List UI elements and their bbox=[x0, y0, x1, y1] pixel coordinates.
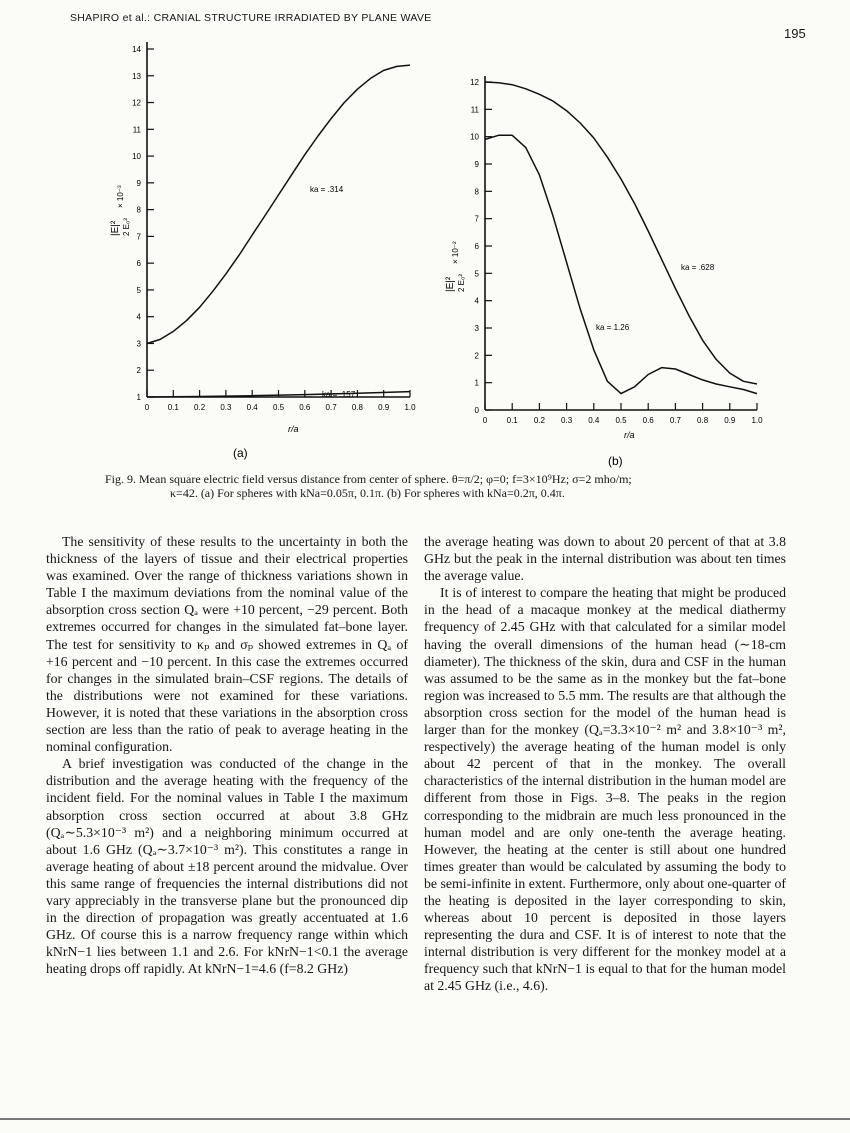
panel-a-x-tick-label: 0.6 bbox=[299, 403, 311, 412]
left-column bbox=[46, 533, 408, 977]
panel-b-x-tick-label: 0.1 bbox=[506, 416, 518, 425]
left-paragraph-1: The sensitivity of these results to the uncertainty in both the thickness of the layers of tissue and their electrical properties was examined. Over the range of thickness variations shown in Table I the maximum deviations from the nominal value of the absorption cross section Qₐ were +10 percent, −29 percent. Both extremes occurred for changes in the simulated fat–bone layer. The test for sensitivity to κₚ and σₚ showed extremes in Qₐ of +16 percent and −10 percent. In this case the extremes occurred for changes in the simulated brain–CSF regions. The details of the distributions were not examined for these variations. However, it is noted that these variations in the absorption cross section are less than the ratio of peak to average heating in the nominal configuration. bbox=[46, 534, 408, 755]
right-paragraph-2: It is of interest to compare the heating that might be produced in the head of a macaque monkey at the medical diathermy frequency of 2.45 GHz with that calculated for a similar model having the overall dimensions of the human head (∼18-cm diameter). The thickness of the skin, dura and CSF in the human was assumed to be the same as in the monkey but the fat–bone region was increased to 5.5 mm. The results are that although the absorption cross section for the model of the human head is larger than for the monkey (Qₐ=3.3×10⁻² m² and 3.8×10⁻³ m², respectively) the average heating of the human model is only about 42 percent of that in the monkey. The overall characteristics of the internal distribution in the human model are different from those in Figs. 3–8. The peaks in the region corresponding to the midbrain are much less pronounced in the human model and are only one-tenth the average heating. However, the heating at the center is still about one hundred times greater than would be calculated by assuming the body to be semi-infinite in extent. Furthermore, only about one-quarter of the heating is deposited in the layer corresponding to skin, whereas about 10 percent is deposited in those layers representing the dura and CSF. It is of interest to note that the internal distribution is very different for the monkey model at a frequency such that kNrN−1 is equal to that for the human model at 2.45 GHz (i.e., 4.6). bbox=[424, 585, 786, 994]
panel-a-x-tick-label: 0.3 bbox=[220, 403, 232, 412]
panel-b-y-tick-label: 5 bbox=[474, 269, 479, 279]
panel-b-x-tick-label: 0.5 bbox=[615, 416, 627, 425]
panel-a-label: (a) bbox=[233, 446, 248, 460]
panel-b-series-1-line bbox=[485, 82, 757, 384]
panel-b-xlabel: r/a bbox=[624, 430, 635, 440]
panel-a-y-tick-label: 12 bbox=[132, 98, 141, 108]
panel-a-curve-label-1: ka = .314 bbox=[310, 185, 344, 194]
panel-a-x-tick-label: 0.2 bbox=[194, 403, 206, 412]
panel-a-x-tick-label: 0 bbox=[144, 403, 150, 412]
panel-a-y-tick-label: 13 bbox=[132, 71, 141, 81]
panel-a-x-tick-label: 0.4 bbox=[246, 403, 258, 412]
panel-a-curve-label-2: ka = .157 bbox=[322, 390, 356, 399]
panel-a-y-tick-label: 10 bbox=[132, 152, 141, 162]
panel-a-ylabel-main: |E|² bbox=[110, 220, 121, 236]
panel-a-y-tick-label: 3 bbox=[136, 339, 141, 349]
page-number: 195 bbox=[784, 26, 806, 41]
panel-a-x-tick-label: 0.1 bbox=[167, 403, 179, 412]
panel-b-y-tick-label: 8 bbox=[474, 187, 479, 197]
panel-a-xlabel: r/a bbox=[288, 424, 299, 434]
panel-b-y-tick-label: 11 bbox=[470, 105, 479, 115]
panel-b-series-2-line bbox=[485, 135, 757, 393]
panel-a-y-tick-label: 2 bbox=[136, 366, 141, 376]
panel-b-x-tick-label: 0.9 bbox=[724, 416, 736, 425]
panel-b-x-tick-label: 1.0 bbox=[751, 416, 763, 425]
panel-b-y-tick-label: 12 bbox=[470, 78, 479, 87]
panel-a-y-tick-label: 5 bbox=[136, 285, 141, 295]
panel-b-label: (b) bbox=[608, 454, 623, 468]
panel-b-ylabel-den: 2 E₀² bbox=[457, 274, 466, 292]
panel-b-x-tick-label: 0.6 bbox=[642, 416, 654, 425]
panel-a-x-tick-label: 0.8 bbox=[351, 403, 363, 412]
panel-b-y-tick-label: 0 bbox=[474, 406, 479, 415]
caption-line-1: Fig. 9. Mean square electric field versus distance from center of sphere. θ=π/2; φ=0; f=3×10⁹Hz; σ=2 mho/m; bbox=[105, 472, 632, 486]
panel-b-x-tick-label: 0.2 bbox=[533, 416, 545, 425]
panel-a-x-tick-label: 0.9 bbox=[378, 403, 390, 412]
panel-b-y-tick-label: 10 bbox=[470, 132, 479, 142]
panel-b-y-tick-label: 1 bbox=[474, 378, 479, 388]
panel-a-y-tick-label: 11 bbox=[132, 125, 141, 135]
panel-b-x-tick-label: 0.3 bbox=[561, 416, 573, 425]
figure-caption bbox=[105, 472, 785, 500]
panel-b-y-tick-label: 7 bbox=[474, 214, 479, 224]
panel-a-ylabel-den: 2 E₀² bbox=[122, 218, 131, 236]
page-bottom-rule bbox=[0, 1118, 850, 1120]
panel-a-y-tick-label: 1 bbox=[136, 393, 141, 402]
caption-line-2: κ=42. (a) For spheres with kNa=0.05π, 0.1π. (b) For spheres with kNa=0.2π, 0.4π. bbox=[170, 486, 565, 500]
panel-b-ylabel bbox=[445, 241, 466, 292]
panel-a-x-tick-label: 0.5 bbox=[272, 403, 285, 412]
figure-9 bbox=[0, 0, 850, 470]
figure-panel-b bbox=[445, 76, 763, 468]
panel-b-curve-label-1: ka = .628 bbox=[681, 263, 715, 272]
panel-a-ylabel-scale: × 10⁻³ bbox=[116, 185, 125, 208]
panel-b-ylabel-scale: × 10⁻² bbox=[451, 241, 460, 264]
panel-a-y-tick-label: 4 bbox=[136, 312, 141, 322]
panel-b-curve-label-2: ka = 1.26 bbox=[596, 323, 630, 332]
right-paragraph-1: the average heating was down to about 20 percent of that at 3.8 GHz but the peak in the internal distribution was about ten times the average value. bbox=[424, 534, 786, 584]
panel-b-y-tick-label: 2 bbox=[474, 351, 479, 361]
panel-b-x-tick-label: 0 bbox=[482, 416, 488, 425]
panel-b-y-tick-label: 3 bbox=[474, 324, 479, 333]
right-column bbox=[424, 533, 786, 995]
panel-a-y-tick-label: 14 bbox=[132, 45, 141, 54]
left-paragraph-2: A brief investigation was conducted of the change in the distribution and the average heating with the frequency of the incident field. For the nominal values in Table I the maximum absorption cross section occurred at about 3.8 GHz (Qₐ∼5.3×10⁻³ m²) and a neighboring minimum occurred at about 1.6 GHz (Qₐ∼3.7×10⁻³ m²). This constitutes a range in average heating of about ±18 percent around the midvalue. Over this same range of frequencies the internal distributions did not vary appreciably in the transverse plane but the pronounced dip in the direction of propagation was greatly accentuated at 1.6 GHz. Of course this is a narrow frequency range within which kNrN−1 lies between 1.1 and 2.6. For kNrN−1<0.1 the average heating drops off rapidly. At kNrN−1=4.6 (f=8.2 GHz) bbox=[46, 756, 408, 977]
panel-b-y-tick-label: 9 bbox=[474, 160, 479, 169]
panel-a-series-1-line bbox=[147, 65, 410, 343]
panel-b-y-tick-label: 4 bbox=[474, 296, 479, 306]
panel-b-x-tick-label: 0.8 bbox=[697, 416, 709, 425]
panel-a-x-tick-label: 0.7 bbox=[325, 403, 337, 412]
panel-a-y-tick-label: 7 bbox=[136, 232, 141, 242]
panel-a-x-tick-label: 1.0 bbox=[404, 403, 416, 412]
panel-a-y-tick-label: 6 bbox=[136, 259, 141, 269]
panel-a-y-tick-label: 9 bbox=[136, 178, 141, 188]
panel-a-ylabel bbox=[110, 185, 131, 236]
panel-b-ylabel-main: |E|² bbox=[445, 276, 456, 292]
panel-b-x-tick-label: 0.7 bbox=[669, 416, 681, 425]
running-head: SHAPIRO et al.: CRANIAL STRUCTURE IRRADIATED BY PLANE WAVE bbox=[70, 12, 432, 24]
panel-b-x-tick-label: 0.4 bbox=[588, 416, 600, 425]
panel-b-y-tick-label: 6 bbox=[474, 242, 479, 251]
panel-a-y-tick-label: 8 bbox=[136, 205, 141, 215]
figure-panel-a bbox=[110, 42, 416, 460]
